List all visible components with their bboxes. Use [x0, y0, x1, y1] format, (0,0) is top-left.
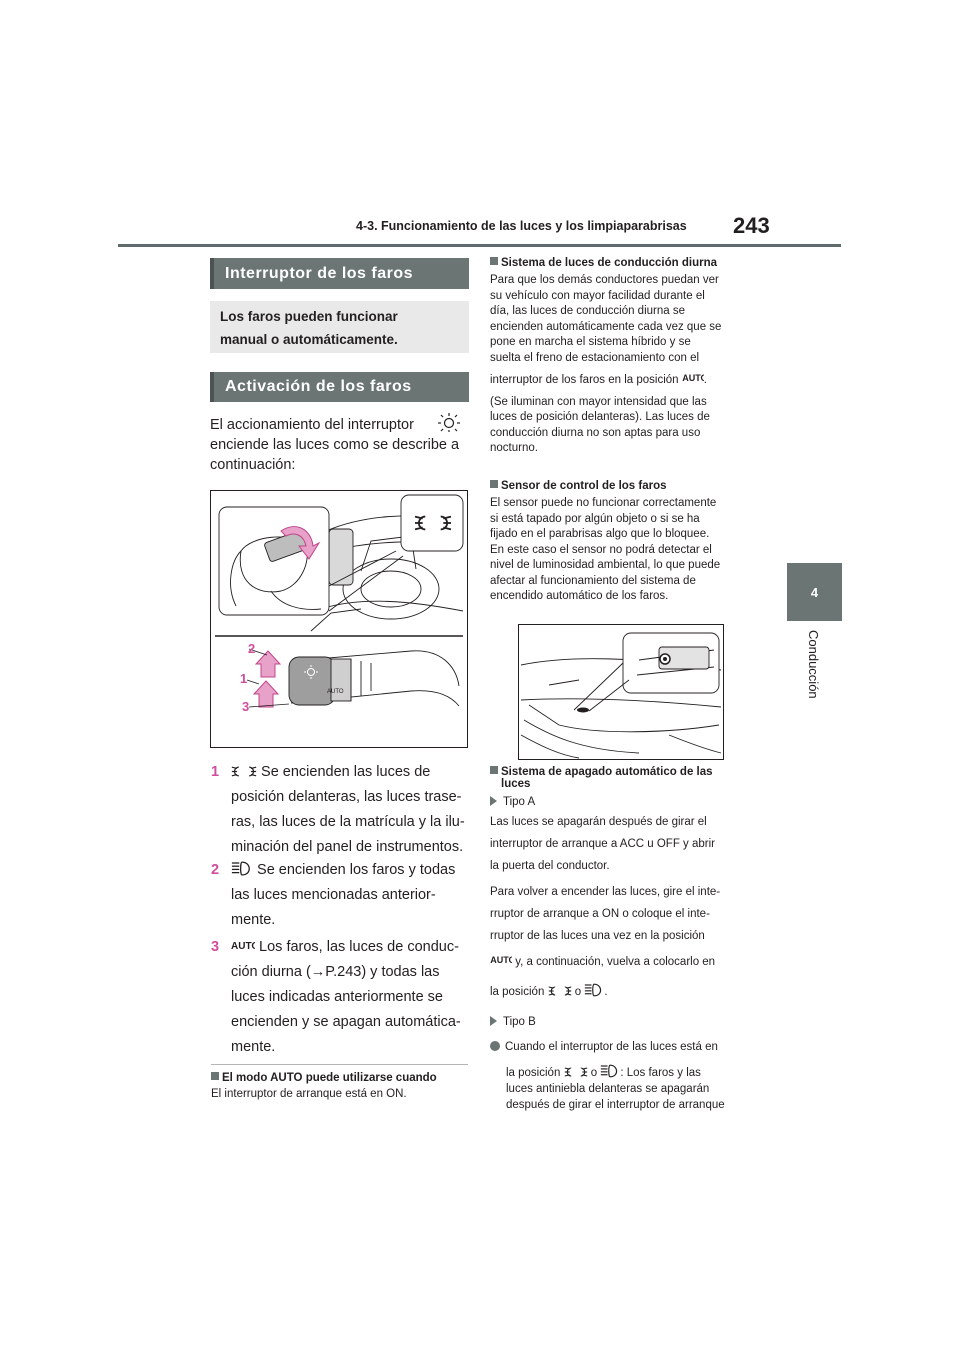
parking-lights-icon [564, 1066, 588, 1078]
svg-text:AUTO: AUTO [327, 689, 344, 695]
summary-box: Los faros pueden funcionar manual o automáticamente. [210, 301, 469, 353]
header-divider [118, 244, 841, 247]
drl-section: Sistema de luces de conducción diurna Para que los demás conductores puedan ver su vehículo con mayor facilidad durante el día, las luces de conducción diurna se encienden automáticamente cada vez que se pone en marcha el sistema híbrido y se suelta el freno de estacionamiento con el interruptor de los faros en la posición . (Se iluminan con mayor intensidad que las luces de posición delanteras). Las luces de conducción diurna no son aptas para uso nocturno. [490, 257, 722, 454]
steering-column-drawing [211, 491, 467, 747]
note-divider [211, 1064, 468, 1065]
auto-icon [682, 373, 704, 382]
arrow-bullet-icon [490, 1016, 497, 1026]
parking-lights-icon [548, 985, 572, 997]
arrow-bullet-icon [490, 796, 497, 806]
square-bullet-icon [490, 480, 498, 488]
chapter-tab-label: Conducción [806, 630, 821, 699]
section-title: 4-3. Funcionamiento de las luces y los limpiaparabrisas [356, 219, 687, 233]
intro-paragraph: El accionamiento del interruptor enciende las luces como se describe a continuación: [210, 412, 472, 475]
square-bullet-icon [211, 1072, 219, 1080]
headlights-icon [600, 1064, 620, 1078]
section-heading-headlight-switch: Interruptor de los faros [210, 258, 469, 289]
square-bullet-icon [490, 257, 498, 265]
chapter-tab-number: 4 [787, 563, 842, 621]
parking-lights-icon [231, 765, 257, 778]
callout-2: 2 [248, 641, 256, 656]
round-bullet-icon [490, 1041, 500, 1051]
sensor-section: Sensor de control de los faros El sensor puede no funcionar correctamente si está tapado por algún objeto o si se ha fijado en el parabrisas algo que lo bloquee. En este caso el sensor no podrá detectar el nivel de luminosidad ambiental, lo que puede afectar al funcionamiento del sistema de encendido automático de los faros. [490, 480, 721, 602]
callout-1: 1 [240, 671, 248, 686]
auto-icon [490, 955, 512, 964]
callout-3: 3 [242, 699, 250, 714]
headlights-icon [231, 861, 253, 876]
light-switch-icon [436, 412, 462, 432]
list-item-1: 1 Se encienden las luces de posición delanteras, las luces trase- ras, las luces de la matrícula y la ilu- minación del panel de instrumentos. [211, 764, 465, 855]
headlight-switch-illustration [210, 490, 468, 748]
section-heading-headlight-activation: Activación de los faros [210, 372, 469, 402]
page-number: 243 [733, 213, 770, 238]
headlights-icon [584, 983, 604, 997]
note-auto-mode: El modo AUTO puede utilizarse cuando El interruptor de arranque está en ON. [211, 1072, 437, 1100]
auto-icon [231, 940, 255, 950]
list-item-2: 2 Se encienden los faros y todas las luces mencionadas anterior- mente. [211, 862, 456, 928]
sensor-illustration [518, 624, 724, 760]
square-bullet-icon [490, 766, 498, 774]
list-item-3: 3 Los faros, las luces de conduc- ción diurna (→P.243) y todas las luces indicadas anteriormente se encienden y se apagan automática- mente. [211, 939, 461, 1055]
dashboard-sensor-drawing [519, 625, 723, 759]
auto-off-section: Sistema de apagado automático de las luces Tipo A Las luces se apagarán después de girar el interruptor de arranque a ACC u OFF y abrir la puerta del conductor. Para volver a encender las luces, gire el inte- rruptor de arranque a ON o coloque el inte- rruptor de las luces una vez en la posición y, a continuación, vuelva a colocarlo en la posición o . Tipo B Cuando el interruptor de las luces está en la posición o : Los faros y las luces antiniebla delanteras se apagarán después de girar el interruptor de arranque [490, 766, 725, 1111]
